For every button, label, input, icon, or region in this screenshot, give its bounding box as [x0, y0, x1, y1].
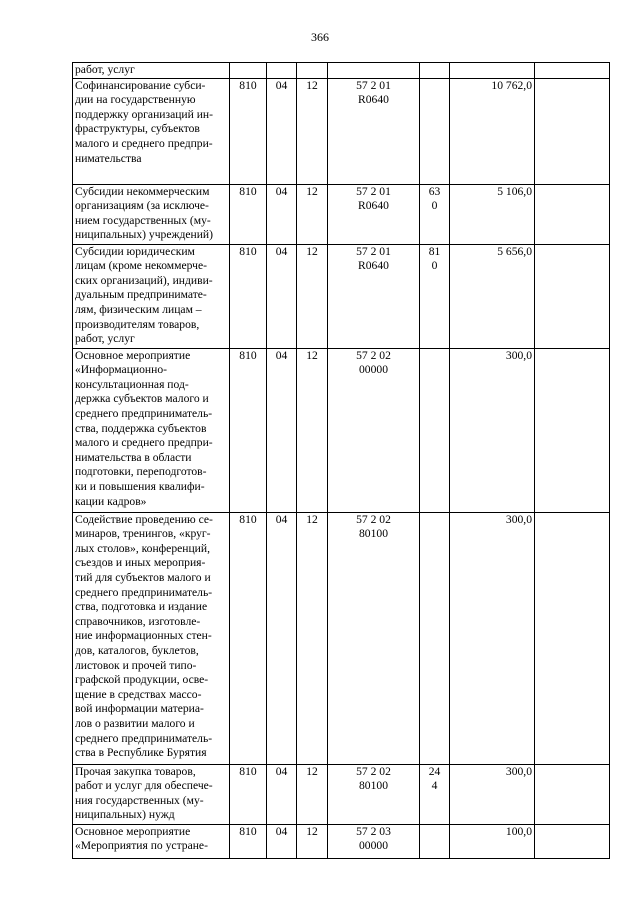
ministry-code-cell: 810	[230, 244, 267, 348]
amount-cell: 5 106,0	[450, 184, 535, 244]
item-name-cell-line: вой информации материа-	[75, 702, 204, 716]
expense-type-cell-line: 81	[428, 244, 441, 258]
item-name-cell-line: ние информационных стен-	[75, 629, 212, 643]
item-name-cell-line: организациям (за исключе-	[75, 199, 209, 213]
article-code-cell-line: 57 2 02	[356, 348, 391, 362]
amount-cell: 10 762,0	[450, 78, 535, 184]
ministry-code-cell: 810	[230, 512, 267, 764]
article-code-cell-line: 80100	[359, 527, 388, 541]
amount-cell: 300,0	[450, 348, 535, 512]
section-code-cell: 04	[267, 244, 297, 348]
table-row	[73, 512, 610, 764]
item-name-cell	[73, 512, 230, 764]
expense-type-cell	[420, 184, 450, 244]
subsection-code-cell: 12	[297, 348, 328, 512]
article-code-cell	[328, 348, 420, 512]
article-code-cell-line: 57 2 02	[356, 764, 391, 778]
item-name-cell-line: среднего предприниматель-	[75, 585, 213, 599]
article-code-cell-line: 57 2 01	[356, 244, 391, 258]
item-name-cell-line: нием государственных (му-	[75, 213, 211, 227]
item-name-cell-line: Субсидии юридическим	[75, 244, 195, 258]
item-name-cell-line: Основное мероприятие	[75, 348, 191, 362]
item-name-cell-line: дуальным предпринимате-	[75, 288, 207, 302]
article-code-cell-line: R0640	[358, 259, 389, 273]
item-name-cell-line: лицам (кроме некоммерче-	[75, 259, 207, 273]
table-row	[73, 348, 610, 512]
item-name-cell-line: держка субъектов малого и	[75, 392, 209, 406]
item-name-cell-line: Прочая закупка товаров,	[75, 764, 196, 778]
amount-cell: 100,0	[450, 824, 535, 858]
item-name-cell-line: работ и услуг для обеспече-	[75, 779, 213, 793]
item-name-cell-line: производителям товаров,	[75, 317, 200, 331]
amount-cell: 300,0	[450, 512, 535, 764]
expense-type-cell-line: 24	[428, 764, 441, 778]
expense-type-cell	[420, 348, 450, 512]
ministry-code-cell: 810	[230, 78, 267, 184]
page-number: 366	[311, 30, 329, 44]
expense-type-cell-line: 0	[431, 259, 438, 273]
item-name-cell-line: нимательства	[75, 151, 142, 165]
item-name-cell-line: ских организаций), индиви-	[75, 273, 213, 287]
item-name-cell-line: фраструктуры, субъектов	[75, 122, 200, 136]
extra-cell	[535, 824, 610, 858]
item-name-cell	[73, 764, 230, 824]
item-name-cell-line: минаров, тренингов, «круг-	[75, 527, 211, 541]
extra-cell	[535, 184, 610, 244]
table-row	[73, 78, 610, 184]
item-name-cell-line: нимательства в области	[75, 450, 192, 464]
subsection-code-cell: 12	[297, 764, 328, 824]
article-code-cell-line: 57 2 03	[356, 824, 391, 838]
expense-type-cell-line: 63	[428, 184, 441, 198]
table-row	[73, 824, 610, 858]
table-row	[73, 63, 610, 79]
article-code-cell-line: 57 2 01	[356, 184, 391, 198]
expense-type-cell	[420, 512, 450, 764]
ministry-code-cell: 810	[230, 184, 267, 244]
extra-cell	[535, 244, 610, 348]
item-name-cell-line: лов о развитии малого и	[75, 716, 195, 730]
item-name-cell	[73, 348, 230, 512]
article-code-cell	[328, 63, 420, 79]
item-name-cell-line: Основное мероприятие	[75, 824, 191, 838]
extra-cell	[535, 348, 610, 512]
subsection-code-cell: 12	[297, 512, 328, 764]
extra-cell	[535, 512, 610, 764]
extra-cell	[535, 63, 610, 79]
expense-type-cell-line: 4	[431, 779, 438, 793]
item-name-cell-line: подготовки, переподготов-	[75, 465, 207, 479]
table-row	[73, 764, 610, 824]
item-name-cell-line: листовок и прочей типо-	[75, 658, 197, 672]
item-name-cell-line: поддержку организаций ин-	[75, 107, 213, 121]
item-name-cell-line: малого и среднего предпри-	[75, 136, 213, 150]
article-code-cell-line: 57 2 01	[356, 78, 391, 92]
amount-cell: 5 656,0	[450, 244, 535, 348]
item-name-cell-line: Субсидии некоммерческим	[75, 184, 210, 198]
section-code-cell: 04	[267, 764, 297, 824]
section-code-cell: 04	[267, 184, 297, 244]
subsection-code-cell	[297, 63, 328, 79]
item-name-cell-line: среднего предприниматель-	[75, 406, 213, 420]
article-code-cell	[328, 764, 420, 824]
item-name-cell-line: лям, физическим лицам –	[75, 302, 202, 316]
article-code-cell-line: 57 2 02	[356, 512, 391, 526]
subsection-code-cell: 12	[297, 78, 328, 184]
section-code-cell: 04	[267, 824, 297, 858]
item-name-cell-line: среднего предприниматель-	[75, 731, 213, 745]
item-name-cell-line: дии на государственную	[75, 93, 196, 107]
ministry-code-cell: 810	[230, 824, 267, 858]
section-code-cell: 04	[267, 78, 297, 184]
expense-type-cell-line: 0	[431, 199, 438, 213]
ministry-code-cell: 810	[230, 348, 267, 512]
item-name-cell	[73, 824, 230, 858]
item-name-cell-line: малого и среднего предпри-	[75, 436, 213, 450]
item-name-cell-line: тий для субъектов малого и	[75, 570, 211, 584]
table-row	[73, 184, 610, 244]
article-code-cell-line: R0640	[358, 93, 389, 107]
ministry-code-cell: 810	[230, 764, 267, 824]
subsection-code-cell: 12	[297, 244, 328, 348]
expense-type-cell	[420, 824, 450, 858]
item-name-cell	[73, 63, 230, 79]
item-name-cell-line: Содействие проведению се-	[75, 512, 213, 526]
item-name-cell-line: графской продукции, осве-	[75, 673, 209, 687]
article-code-cell	[328, 512, 420, 764]
expense-type-cell	[420, 78, 450, 184]
item-name-cell-line: ства в Республике Бурятия	[75, 746, 207, 760]
article-code-cell-line: 00000	[359, 839, 388, 853]
item-name-cell	[73, 244, 230, 348]
item-name-cell-line: кации кадров»	[75, 494, 147, 508]
item-name-cell-line: съездов и иных мероприя-	[75, 556, 206, 570]
ministry-code-cell	[230, 63, 267, 79]
item-name-cell-line: работ, услуг	[75, 332, 135, 346]
item-name-cell-line: лых столов», конференций,	[75, 541, 210, 555]
item-name-cell-line: ки и повышения квалифи-	[75, 479, 205, 493]
subsection-code-cell: 12	[297, 184, 328, 244]
expense-type-cell	[420, 244, 450, 348]
item-name-cell-line: «Мероприятия по устране-	[75, 839, 208, 853]
item-name-cell	[73, 184, 230, 244]
item-name-cell	[73, 78, 230, 184]
article-code-cell	[328, 78, 420, 184]
amount-cell: 300,0	[450, 764, 535, 824]
amount-cell	[450, 63, 535, 79]
article-code-cell	[328, 184, 420, 244]
item-name-cell-line: Софинансирование субси-	[75, 78, 206, 92]
section-code-cell: 04	[267, 348, 297, 512]
item-name-cell-line: «Информационно-	[75, 363, 167, 377]
item-name-cell-line: ния государственных (му-	[75, 793, 204, 807]
item-name-cell-line: ниципальных) нужд	[75, 808, 175, 822]
article-code-cell-line: 80100	[359, 779, 388, 793]
item-name-cell-line: ства, подготовка и издание	[75, 600, 208, 614]
article-code-cell	[328, 244, 420, 348]
article-code-cell-line: 00000	[359, 363, 388, 377]
section-code-cell: 04	[267, 512, 297, 764]
item-name-cell-line: дов, каталогов, буклетов,	[75, 643, 199, 657]
item-name-cell-line: справочников, изготовле-	[75, 614, 201, 628]
item-name-cell-line: ства, поддержка субъектов	[75, 421, 207, 435]
section-code-cell	[267, 63, 297, 79]
table-row	[73, 244, 610, 348]
extra-cell	[535, 764, 610, 824]
item-name-cell-line: консультационная под-	[75, 377, 189, 391]
extra-cell	[535, 78, 610, 184]
article-code-cell	[328, 824, 420, 858]
item-name-cell-line: щение в средствах массо-	[75, 687, 202, 701]
expense-type-cell	[420, 63, 450, 79]
item-name-cell-line: ниципальных) учреждений)	[75, 228, 213, 242]
subsection-code-cell: 12	[297, 824, 328, 858]
item-name-cell-line: работ, услуг	[75, 63, 135, 76]
budget-table	[72, 62, 610, 859]
article-code-cell-line: R0640	[358, 199, 389, 213]
expense-type-cell	[420, 764, 450, 824]
